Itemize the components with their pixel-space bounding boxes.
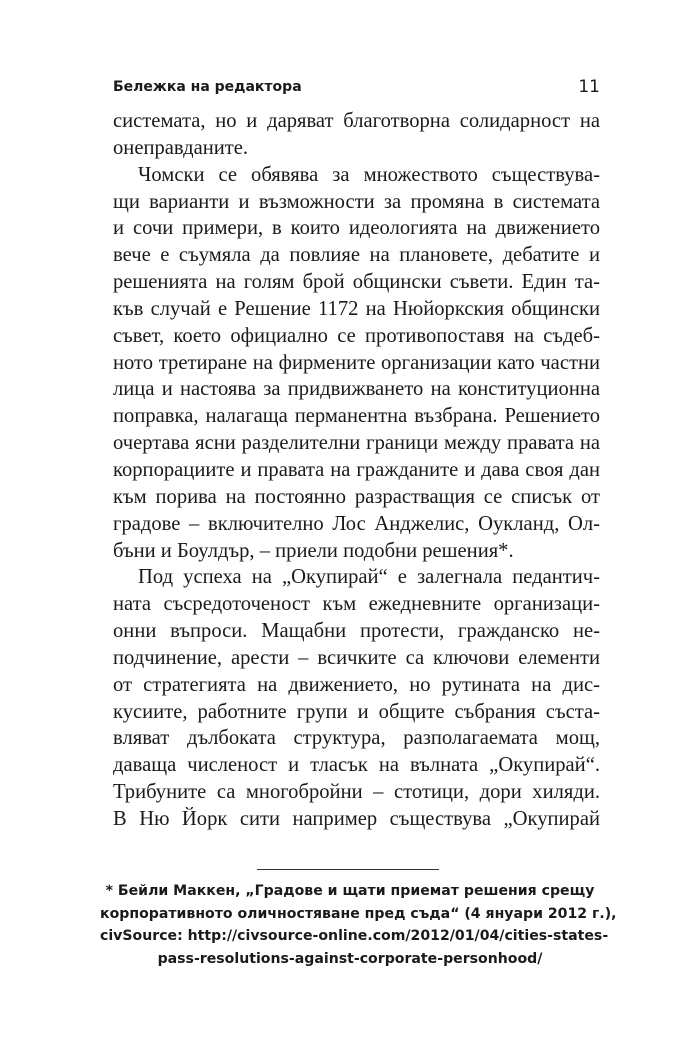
text-line: Трибуните са многобройни – стотици, дори хиляди. [113, 781, 600, 804]
text-line: лица и настоява за придвижването на конституционна [113, 378, 600, 401]
text-line: Чомски се обявява за множеството съществува- [138, 163, 600, 186]
text-line: кусиите, работните групи и общите събрания съста- [113, 700, 600, 723]
text-line: вече е съумяла да повлияе на плановете, дебатите и [113, 244, 600, 267]
text-line: Под успеха на „Окупирай“ е залегнала педантич- [138, 566, 600, 589]
text-line: поправка, налагаща перманентна възбрана. Решението [113, 405, 600, 428]
text-line: подчинение, арести – всичките са ключови елементи [113, 646, 600, 669]
text-line: ната съсредоточеност към ежедневните организаци- [113, 593, 600, 616]
text-line: В Ню Йорк сити например съществува „Окупирай [113, 807, 600, 830]
text-line: онни въпроси. Мащабни протести, гражданско не- [113, 620, 600, 643]
body-text [113, 108, 600, 833]
footnote-line: pass-resolutions-against-corporate-personhood/ [157, 950, 543, 967]
footnote-line: * Бейли Маккен, „Градове и щати приемат решения срещу [105, 883, 595, 899]
text-line: към порива на постоянно разрастващия се списък от [113, 485, 600, 508]
text-line: очертава ясни разделителни граници между правата на [113, 432, 600, 455]
footnote-divider [257, 869, 439, 870]
text-line: системата, но и даряват благотворна солидарност на [113, 110, 600, 132]
page-number: 11 [578, 77, 600, 97]
running-header [113, 77, 600, 101]
text-line: корпорациите и правата на гражданите и дава своя дан [113, 458, 600, 481]
text-line: и сочи примери, в които идеологията на движението [113, 217, 600, 240]
text-line: къв случай е Решение 1172 на Нюйоркския общински [113, 297, 600, 320]
running-title: Бележка на редактора [113, 79, 302, 95]
text-line: ното третиране на фирмените организации като частни [113, 351, 600, 374]
footnote-line: корпоративното оличностяване пред съда“ (4 януари 2012 г.), [100, 905, 617, 922]
text-line: вляват дълбоката структура, разполагаемата мощ, [113, 727, 600, 750]
footnote-line: civSource: http://civsource-online.com/2012/01/04/cities-states- [100, 928, 609, 944]
text-line: градове – включително Лос Анджелис, Оукланд, Ол- [113, 512, 600, 535]
text-line: бъни и Боулдър, – приели подобни решения*. [113, 539, 514, 562]
text-line: щи варианти и възможности за промяна в системата [113, 190, 600, 213]
text-line: онеправданите. [113, 136, 249, 159]
text-line: съвет, което официално се противопоставя на съдеб- [113, 324, 600, 347]
text-line: от стратегията на движението, но рутината на дис- [113, 673, 600, 696]
text-line: решенията на голям брой общински съвети. Един та- [113, 271, 600, 294]
text-line: даваща численост и тласък на вълната „Окупирай“. [113, 754, 600, 777]
footnote [100, 880, 617, 970]
